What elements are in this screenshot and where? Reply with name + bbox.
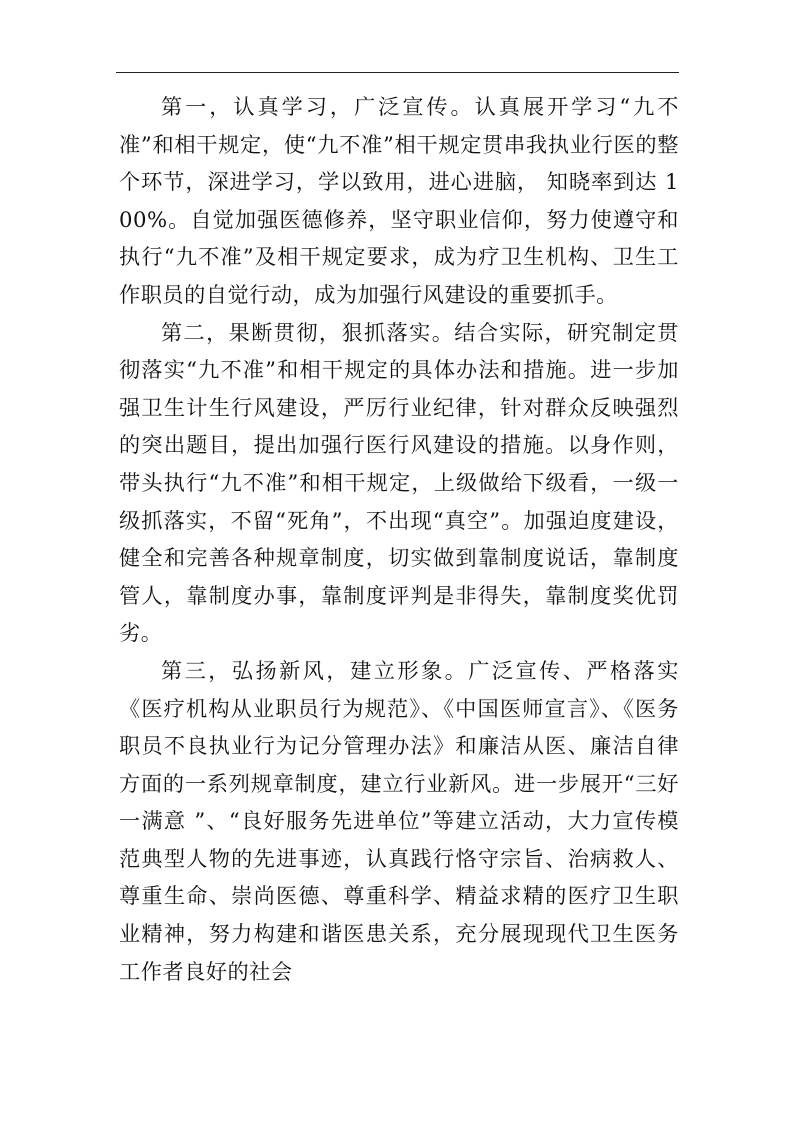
paragraph-third: 第三，弘扬新风，建立形象。广泛宣传、严格落实《医疗机构从业职员行为规范》、《中国医师宣言》、《医务职员不良执业行为记分管理办法》和廉洁从医、廉洁自律方面的一系列规章制度，建立行业新风。进一步展开“三好一满意 ”、“良好服务先进单位”等建立活动，大力宣传模范典型人物的先进事迹，认真践行恪守宗旨、治病救人、尊重生命、崇尚医德、尊重科学、精益求精的医疗卫生职业精神，努力构建和谐医患关系，充分展现现代卫生医务工作者良好的社会 [119,657,679,984]
paragraph-second: 第二，果断贯彻，狠抓落实。结合实际，研究制定贯彻落实“九不准”和相干规定的具体办法和措施。进一步加强卫生计生行风建设，严厉行业纪律，针对群众反映强烈的突出题目，提出加强行医行风建设的措施。以身作则，带头执行“九不准”和相干规定，上级做给下级看，一级一级抓落实，不留“死角”，不出现“真空”。加强迫度建设，健全和完善各种规章制度，切实做到靠制度说话，靠制度管人，靠制度办事，靠制度评判是非得失，靠制度奖优罚劣。 [119,319,679,646]
document-body [119,88,679,990]
header-rule [116,72,679,73]
paragraph-first: 第一，认真学习，广泛宣传。认真展开学习“九不准”和相干规定，使“九不准”相干规定贯串我执业行医的整个环节，深进学习，学以致用，进心进脑， 知晓率到达 100%。自觉加强医德修养，坚守职业信仰，努力使遵守和执行“九不准”及相干规定要求，成为疗卫生机构、卫生工作职员的自觉行动，成为加强行风建设的重要抓手。 [119,94,679,307]
